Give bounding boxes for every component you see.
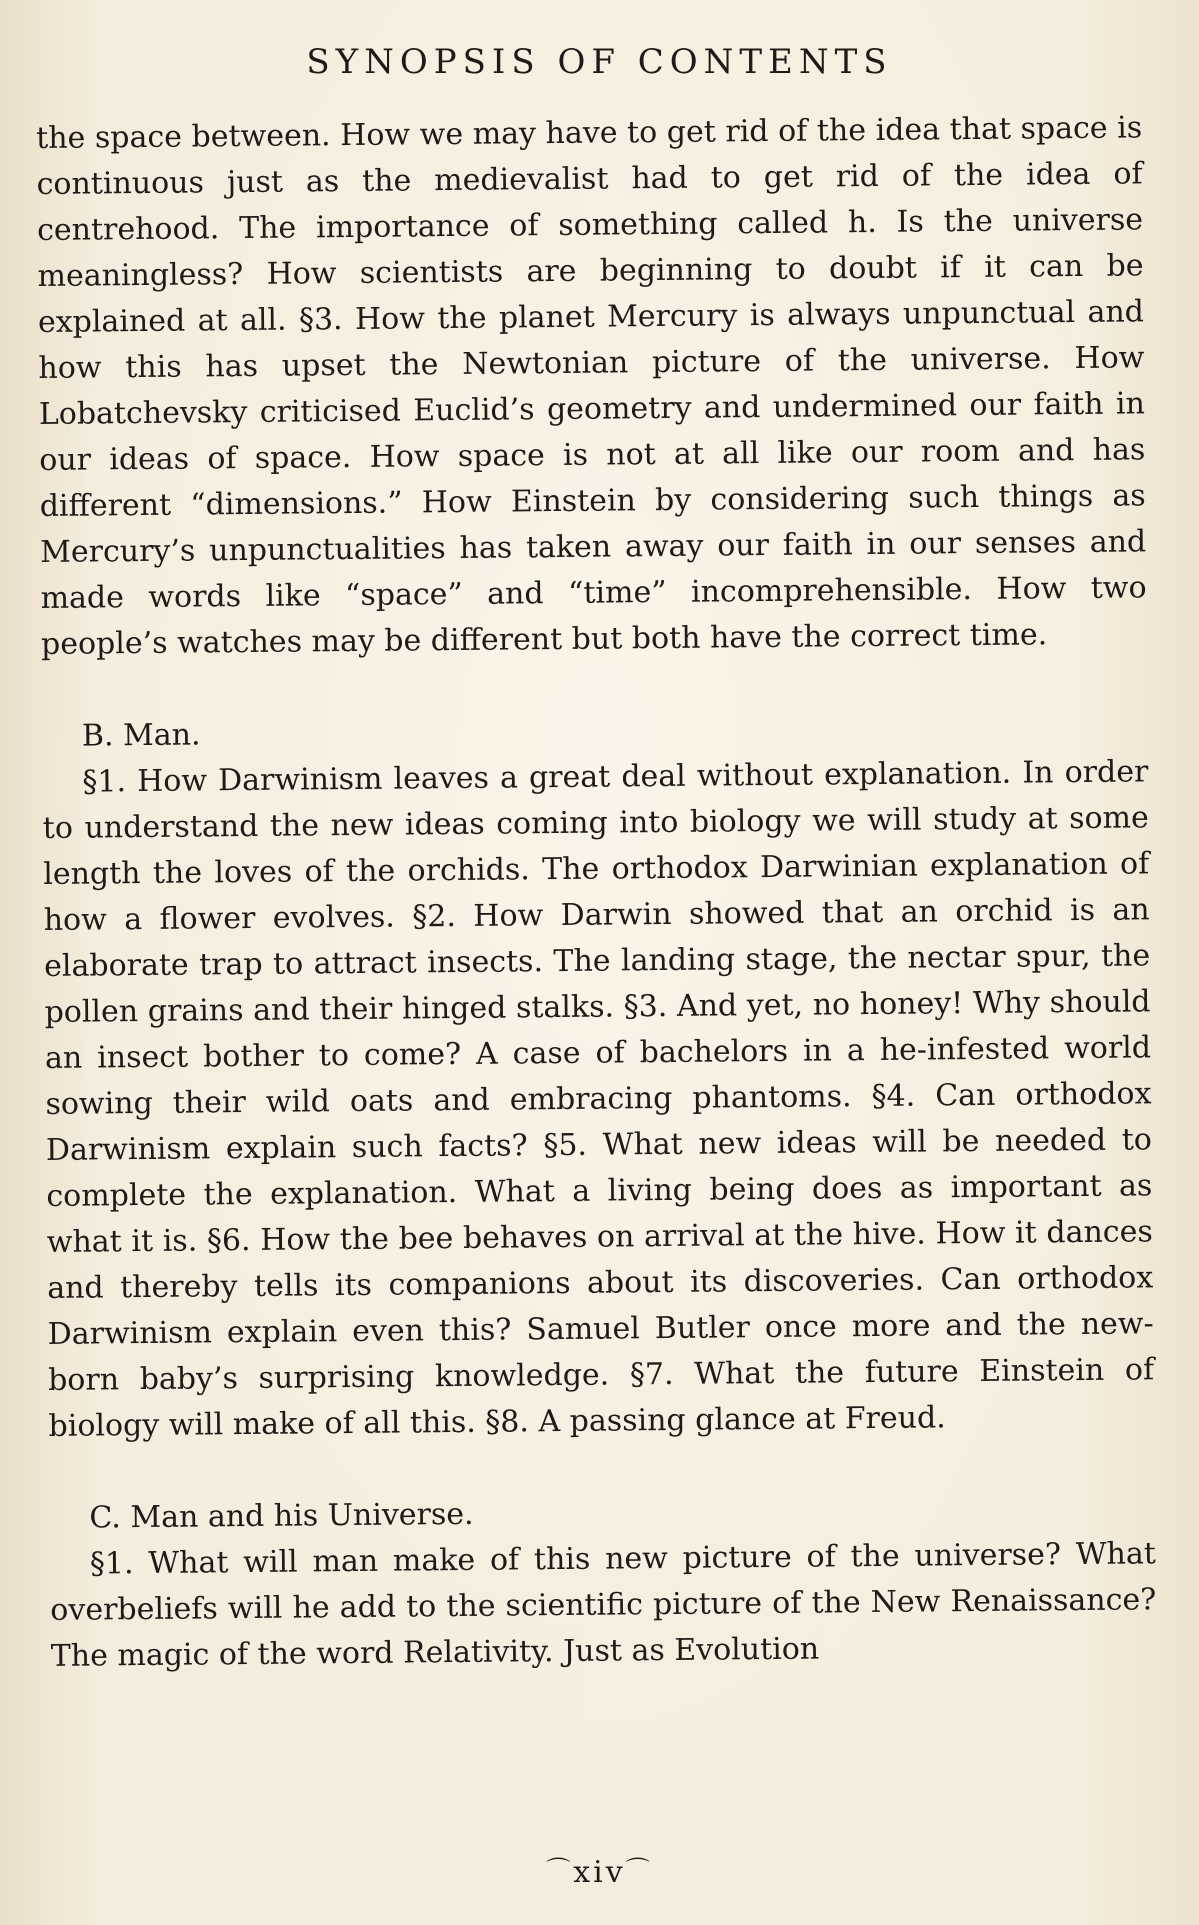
- section-c-text: §1. What will man make of this new picture of the universe? What overbeliefs will he add to the scientific picture of the New Renaissance? The magic of the word Relativity. Just as Evolution: [50, 1536, 1157, 1674]
- section-c: [49, 1485, 1157, 1680]
- section-b-heading: B. Man.: [81, 717, 201, 754]
- folio-ornament-right: ⌒: [625, 1856, 653, 1884]
- page-number: [0, 1850, 1199, 1890]
- running-head: SYNOPSIS OF CONTENTS: [306, 42, 893, 82]
- opening-paragraph: the space between. How we may have to get rid of the idea that space is continuous just as the medievalist had to get rid of the idea of centrehood. The importance of something called h. Is the universe meaningless? How scientists are beginning to doubt if it can be explained at all. §3. How the planet Mercury is always unpunctual and how this has upset the Newtonian picture of the universe. How Lobatchevsky criticised Euclid’s geometry and undermined our faith in our ideas of space. How space is not at all like our room and has different “dimensions.” How Einstein by considering such things as Mercury’s unpunctualities has taken away our faith in our senses and made words like “space” and “time” incomprehensible. How two people’s watches may be different but both have the correct time.: [36, 110, 1147, 662]
- section-b: [42, 703, 1155, 1450]
- section-c-heading: C. Man and his Universe.: [89, 1496, 474, 1536]
- section-b-text: §1. How Darwinism leaves a great deal without explanation. In order to understand the new ideas coming into biology we will study at some length the loves of the orchids. The orthodox Darwinian explanation of how a flower evolves. §2. How Darwin showed that an orchid is an elaborate trap to attract insects. The landing stage, the nectar spur, the pollen grains and their hinged stalks. §3. And yet, no honey! Why should an insect bother to come? A case of bachelors in a he-infested world sowing their wild oats and embracing phantoms. §4. Can orthodox Darwinism explain such facts? §5. What new ideas will be needed to complete the explanation. What a living being does as important as what it is. §6. How the bee behaves on arrival at the hive. How it dances and thereby tells its companions about its discoveries. Can orthodox Darwinism explain even this? Samuel Butler once more and the new-born baby’s surprising knowledge. §7. What the future Einstein of biology will make of all this. §8. A passing glance at Freud.: [42, 754, 1155, 1444]
- page-body: [36, 105, 1157, 1680]
- folio-ornament-left: ⌒: [546, 1856, 574, 1884]
- folio-number: xiv: [573, 1855, 626, 1890]
